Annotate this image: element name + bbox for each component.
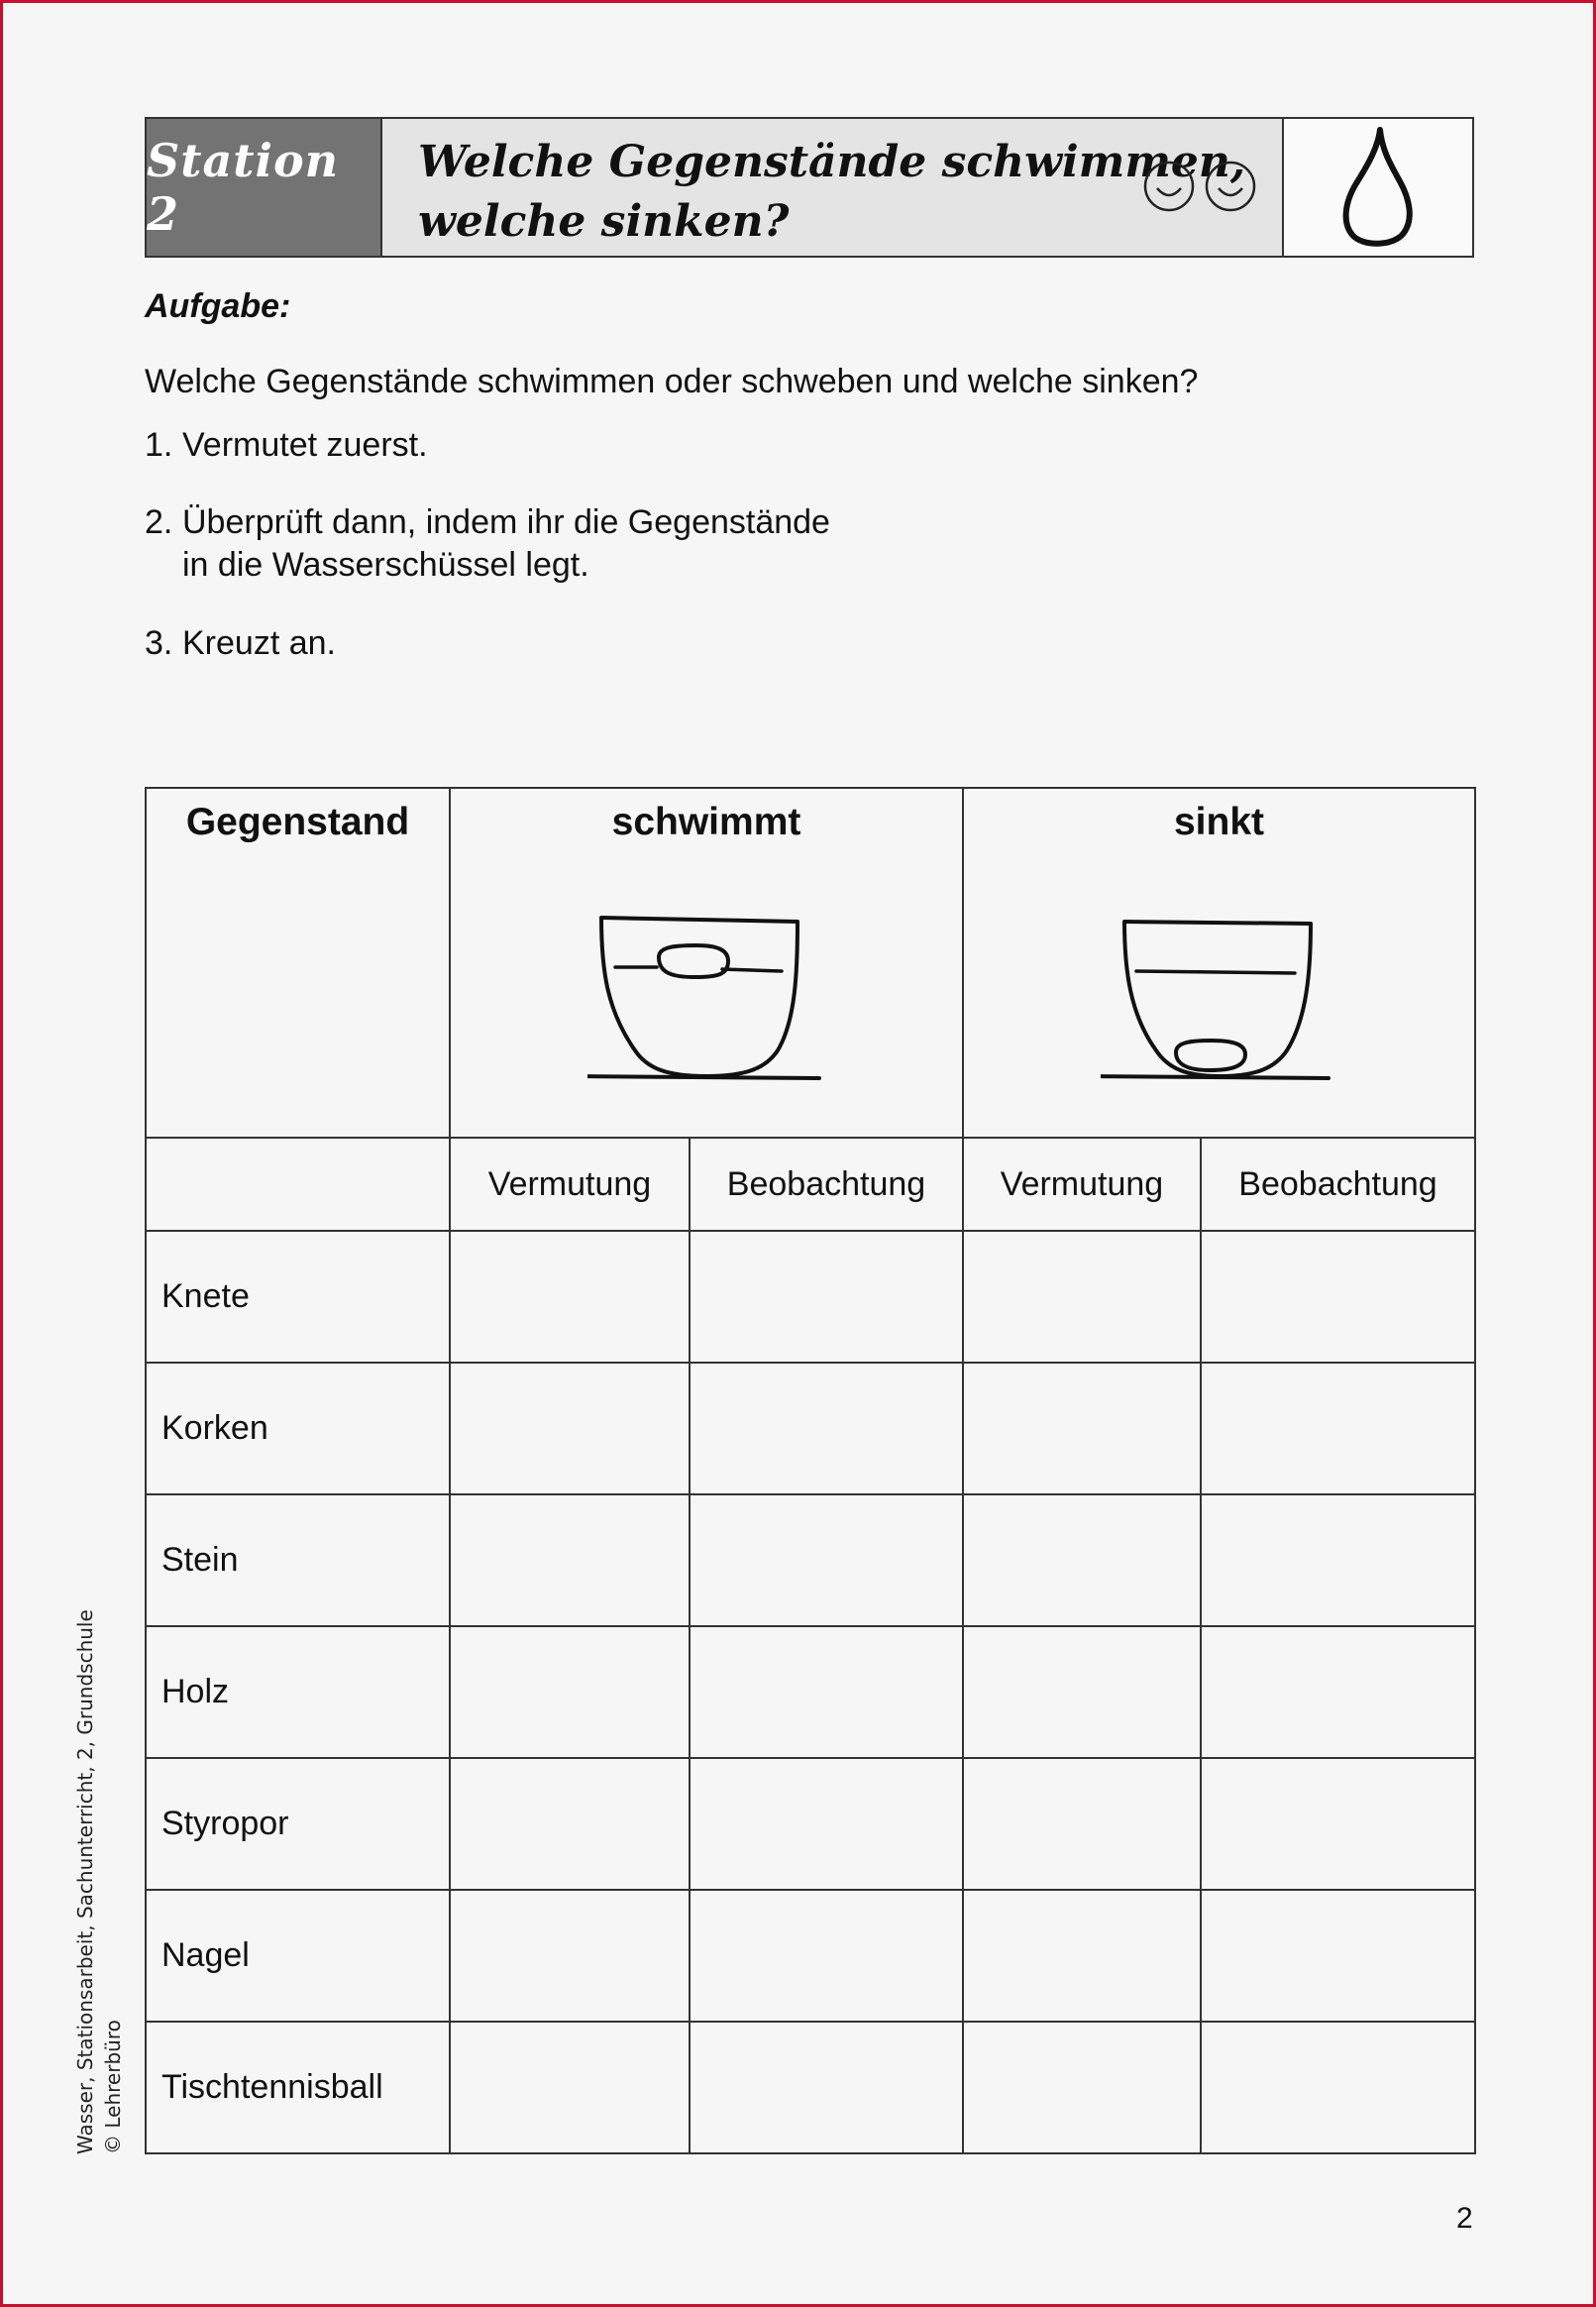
checkbox-cell-floats-guess[interactable]: [450, 1758, 690, 1890]
checkbox-cell-floats-observation[interactable]: [690, 1494, 963, 1626]
checkbox-cell-sinks-observation[interactable]: [1201, 1231, 1475, 1363]
step-text: Kreuzt an.: [182, 624, 336, 662]
object-name: Holz: [146, 1626, 450, 1758]
table-subheader-row: [146, 1138, 1475, 1231]
column-header-floats: [450, 788, 963, 1138]
task-question: Welche Gegenstände schwimmen oder schweben und welche sinken?: [145, 363, 1199, 400]
checkbox-cell-sinks-guess[interactable]: [963, 2022, 1201, 2153]
page-number: 2: [1456, 2202, 1473, 2235]
step-number: 1.: [145, 426, 173, 464]
column-header-sinks-label: sinkt: [1173, 801, 1265, 843]
task-step-1: [145, 424, 428, 467]
station-title-line-1: Welche Gegenstände schwimmen,: [418, 137, 1246, 187]
checkbox-cell-floats-guess[interactable]: [450, 1890, 690, 2022]
checkbox-cell-sinks-observation[interactable]: [1201, 1890, 1475, 2022]
task-step-2: [145, 501, 830, 587]
object-name: Tischtennisball: [146, 2022, 450, 2153]
checkbox-cell-sinks-guess[interactable]: [963, 1626, 1201, 1758]
step-number: 2.: [145, 503, 173, 541]
table-row: [146, 1231, 1475, 1363]
column-header-sinks: [963, 788, 1475, 1138]
step-text: Überprüft dann, indem ihr die Gegenstände: [182, 503, 830, 541]
table-row: [146, 1494, 1475, 1626]
checkbox-cell-floats-observation[interactable]: [690, 1231, 963, 1363]
checkbox-cell-floats-guess[interactable]: [450, 1231, 690, 1363]
water-drop-icon: [1336, 124, 1420, 251]
object-name: Stein: [146, 1494, 450, 1626]
checkbox-cell-floats-guess[interactable]: [450, 1363, 690, 1494]
bowl-floating-object-icon: [587, 912, 825, 1090]
theme-box: [1284, 119, 1472, 256]
station-label: Station 2: [147, 134, 340, 241]
checkbox-cell-floats-observation[interactable]: [690, 1626, 963, 1758]
checkbox-cell-sinks-guess[interactable]: [963, 1231, 1201, 1363]
checkbox-cell-sinks-guess[interactable]: [963, 1890, 1201, 2022]
checkbox-cell-floats-observation[interactable]: [690, 2022, 963, 2153]
checkbox-cell-sinks-observation[interactable]: [1201, 1758, 1475, 1890]
bowl-sunken-object-icon: [1101, 912, 1338, 1090]
side-note-line-2: © Lehrerbüro: [101, 2020, 125, 2154]
subheader-floats-observation: Beobachtung: [690, 1138, 963, 1231]
checkbox-cell-floats-guess[interactable]: [450, 2022, 690, 2153]
table-header-row: [146, 788, 1475, 1138]
side-note-line-1: Wasser, Stationsarbeit, Sachunterricht, 2, Grundschule: [73, 1609, 97, 2154]
table-row: [146, 1626, 1475, 1758]
station-title-box: [382, 119, 1284, 256]
object-name: Styropor: [146, 1758, 450, 1890]
checkbox-cell-sinks-observation[interactable]: [1201, 1626, 1475, 1758]
task-step-3: [145, 622, 336, 665]
subheader-empty: [146, 1138, 450, 1231]
object-name: Knete: [146, 1231, 450, 1363]
checkbox-cell-floats-guess[interactable]: [450, 1626, 690, 1758]
copyright-side-note: [71, 1609, 127, 2154]
checkbox-cell-sinks-guess[interactable]: [963, 1363, 1201, 1494]
station-title-line-2: welche sinken?: [418, 196, 790, 247]
table-row: [146, 1758, 1475, 1890]
subheader-floats-guess: Vermutung: [450, 1138, 690, 1231]
step-text: Vermutet zuerst.: [182, 426, 428, 464]
checkbox-cell-floats-observation[interactable]: [690, 1363, 963, 1494]
checkbox-cell-sinks-guess[interactable]: [963, 1494, 1201, 1626]
checkbox-cell-floats-observation[interactable]: [690, 1758, 963, 1890]
station-label-box: [147, 119, 382, 256]
checkbox-cell-sinks-observation[interactable]: [1201, 1363, 1475, 1494]
column-header-floats-label: schwimmt: [611, 801, 801, 843]
checkbox-cell-sinks-guess[interactable]: [963, 1758, 1201, 1890]
task-label: Aufgabe:: [145, 287, 291, 325]
step-text-continued: in die Wasserschüssel legt.: [182, 546, 589, 584]
object-name: Nagel: [146, 1890, 450, 2022]
smiley-icon: [1203, 159, 1258, 214]
object-name: Korken: [146, 1363, 450, 1494]
checkbox-cell-floats-observation[interactable]: [690, 1890, 963, 2022]
station-banner: [145, 117, 1474, 258]
column-header-object-label: Gegenstand: [185, 801, 410, 843]
smiley-icon: [1141, 159, 1197, 214]
table-row: [146, 1890, 1475, 2022]
difficulty-rating: [1141, 159, 1258, 214]
subheader-sinks-observation: Beobachtung: [1201, 1138, 1475, 1231]
observation-table: [145, 787, 1476, 2154]
checkbox-cell-sinks-observation[interactable]: [1201, 1494, 1475, 1626]
checkbox-cell-sinks-observation[interactable]: [1201, 2022, 1475, 2153]
subheader-sinks-guess: Vermutung: [963, 1138, 1201, 1231]
column-header-object: [146, 788, 450, 1138]
table-row: [146, 1363, 1475, 1494]
table-row: [146, 2022, 1475, 2153]
step-number: 3.: [145, 624, 173, 662]
checkbox-cell-floats-guess[interactable]: [450, 1494, 690, 1626]
